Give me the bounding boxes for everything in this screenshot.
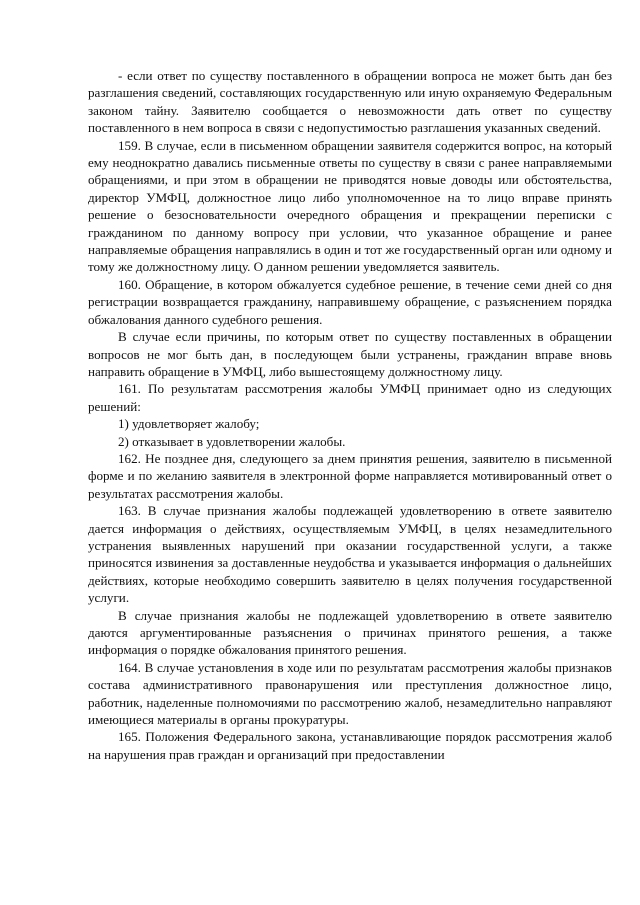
paragraph-165: 165. Положения Федерального закона, устанавливающие порядок рассмотрения жалоб на нарушения прав граждан и организаций при предоставлении [88,729,612,762]
paragraph-162: 162. Не позднее дня, следующего за днем принятия решения, заявителю в письменной форме и по желанию заявителя в электронной форме направляется мотивированный ответ о результатах рассмотрения жалобы. [88,450,612,501]
paragraph-164: 164. В случае установления в ходе или по результатам рассмотрения жалобы признаков состава административного правонарушения или преступления должностное лицо, работник, наделенные полномочиями по рассмотрению жалоб, незамедлительно направляют имеющиеся материалы в органы прокуратуры. [88,659,612,728]
paragraph-160: 160. Обращение, в котором обжалуется судебное решение, в течение семи дней со дня регистрации возвращается гражданину, направившему обращение, с разъяснением порядка обжалования данного судебного решения. [88,276,612,327]
paragraph-161: 161. По результатам рассмотрения жалобы УМФЦ принимает одно из следующих решений: [88,381,612,414]
paragraph-secrecy-clause: - если ответ по существу поставленного в обращении вопроса не может быть дан без разглашения сведений, составляющих государственную или иную охраняемую Федеральным законом тайну. Заявителю сообщается о невозможности дать ответ по существу поставленного в нем вопроса в связи с недопустимостью разглашения указанных сведений. [88,68,612,136]
list-item-2: 2) отказывает в удовлетворении жалобы. [118,433,346,449]
paragraph-159: 159. В случае, если в письменном обращении заявителя содержится вопрос, на который ему неоднократно давались письменные ответы по существу в связи с ранее направляемыми обращениями, и при этом в обращении не приводятся новые доводы или обстоятельства, директор УМФЦ, должностное лицо либо уполномоченное на то лицо вправе принять решение о безосновательности очередного обращения и прекращении переписки с гражданином по данному вопросу при условии, что указанное обращение и ранее направляемые обращения направлялись в один и тот же государственный орган или одному и тому же должностному лицу. О данном решении уведомляется заявитель. [88,137,612,275]
document-page [88,67,612,763]
list-item-1: 1) удовлетворяет жалобу; [118,416,260,432]
paragraph-163: 163. В случае признания жалобы подлежащей удовлетворению в ответе заявителю дается информация о действиях, осуществляемым УМФЦ, в целях незамедлительного устранения выявленных нарушений при оказании государственной услуги, а также приносятся извинения за доставленные неудобства и указывается информация о дальнейших действиях, которые необходимо совершить заявителю в целях получения государственной услуги. [88,503,612,606]
paragraph-163-continuation: В случае признания жалобы не подлежащей удовлетворению в ответе заявителю даются аргументированные разъяснения о причинах принятого решения, а также информация о порядке обжалования принятого решения. [88,607,612,658]
paragraph-160-continuation: В случае если причины, по которым ответ по существу поставленных в обращении вопросов не мог быть дан, в последующем были устранены, гражданин вправе вновь направить обращение в УМФЦ, либо вышестоящему должностному лицу. [88,329,612,379]
